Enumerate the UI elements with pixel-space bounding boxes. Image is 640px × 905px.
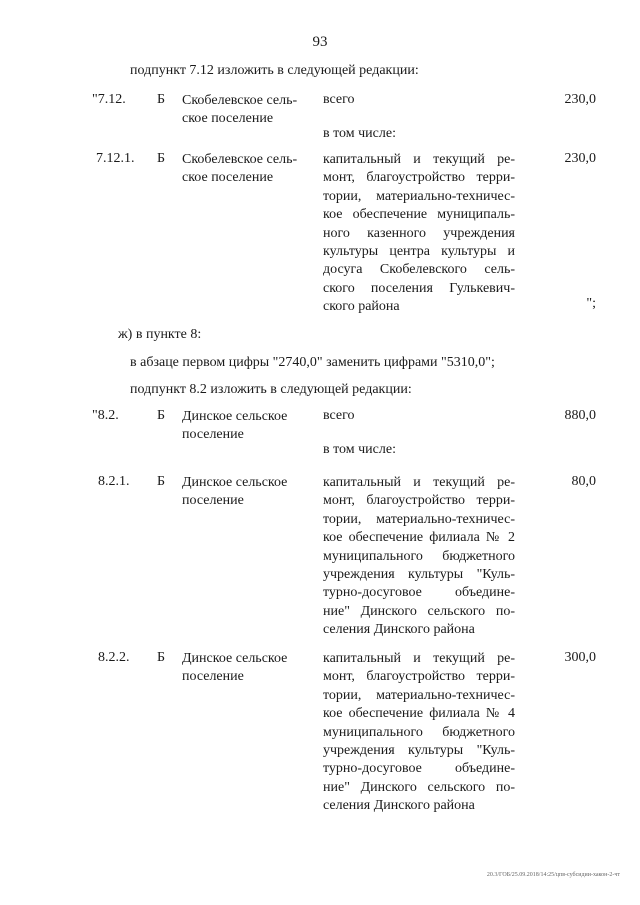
including-label: в том числе: — [323, 126, 396, 141]
row-recipient: Динское сельское поселение — [182, 409, 288, 442]
row-recipient: Скобелевское сель-ское поселение — [182, 152, 298, 185]
row-amount: 880,0 — [564, 408, 596, 423]
row-category: Б — [157, 92, 166, 107]
row-amount: 80,0 — [571, 474, 596, 489]
page-number: 93 — [312, 34, 328, 50]
description-line: тории, материально-техничес- — [323, 687, 515, 703]
row-number: 7.12.1. — [96, 151, 135, 166]
paragraph-7-12-intro: подпункт 7.12 изложить в следующей редакции: — [130, 63, 419, 78]
description-line: ние" Динского сельского по- — [323, 603, 515, 619]
row-recipient: Динское сельское поселение — [182, 651, 288, 684]
row-description: всего — [323, 92, 355, 107]
row-amount: 230,0 — [564, 151, 596, 166]
description-line: селения Динского района — [323, 622, 475, 638]
row-amount: 300,0 — [564, 650, 596, 665]
paragraph-replace-figures: в абзаце первом цифры "2740,0" заменить цифрами "5310,0"; — [130, 355, 495, 370]
description-line: учреждения культуры "Куль- — [323, 743, 515, 759]
description-line: ского поселения Гулькевич- — [323, 280, 515, 296]
description-line: тории, материально-техничес- — [323, 188, 515, 204]
description-line: муниципального бюджетного — [323, 548, 515, 564]
description-line: турно-досуговое объедине- — [323, 585, 515, 601]
row-category: Б — [157, 650, 166, 665]
description-line: муниципального бюджетного — [323, 724, 515, 740]
including-label: в том числе: — [323, 442, 396, 457]
row-category: Б — [157, 408, 166, 423]
row-number: "7.12. — [92, 92, 126, 107]
document-footer-code: 20.3/ГОБ/25.09.2018/14:25/цпв-субсидии-хакон-2-чт — [486, 872, 620, 878]
row-description — [323, 650, 515, 816]
description-line: кое обеспечение филиала № 2 — [323, 530, 515, 546]
description-line: турно-досуговое объедине- — [323, 761, 515, 777]
description-line: капитальный и текущий ре- — [323, 651, 515, 666]
paragraph-point-8: ж) в пункте 8: — [118, 327, 202, 342]
description-line: монт, благоустройство терри- — [323, 669, 515, 685]
description-line: культуры центра культуры и — [323, 244, 515, 260]
description-line: кое обеспечение муниципаль- — [323, 207, 515, 223]
row-recipient: Скобелевское сель-ское поселение — [182, 93, 298, 126]
row-description: всего — [323, 408, 355, 423]
row-number: 8.2.1. — [98, 474, 130, 489]
row-description — [323, 151, 515, 317]
description-line: досуга Скобелевского сель- — [323, 262, 515, 278]
description-line: ского района — [323, 299, 400, 315]
paragraph-8-2-intro: подпункт 8.2 изложить в следующей редакции: — [130, 382, 412, 397]
description-line: ние" Динского сельского по- — [323, 779, 515, 795]
description-line: тории, материально-техничес- — [323, 511, 515, 527]
row-description — [323, 474, 515, 640]
row-number: 8.2.2. — [98, 650, 130, 665]
description-line: монт, благоустройство терри- — [323, 170, 515, 186]
description-line: селения Динского района — [323, 798, 475, 814]
description-line: капитальный и текущий ре- — [323, 152, 515, 167]
row-number: "8.2. — [92, 408, 119, 423]
row-category: Б — [157, 151, 166, 166]
row-amount: 230,0 — [564, 92, 596, 107]
description-line: капитальный и текущий ре- — [323, 475, 515, 490]
description-line: учреждения культуры "Куль- — [323, 567, 515, 583]
description-line: монт, благоустройство терри- — [323, 493, 515, 509]
description-line: кое обеспечение филиала № 4 — [323, 706, 515, 722]
closing-quote-mark: "; — [586, 296, 596, 311]
row-category: Б — [157, 474, 166, 489]
row-recipient: Динское сельское поселение — [182, 475, 288, 508]
description-line: ного казенного учреждения — [323, 225, 515, 241]
